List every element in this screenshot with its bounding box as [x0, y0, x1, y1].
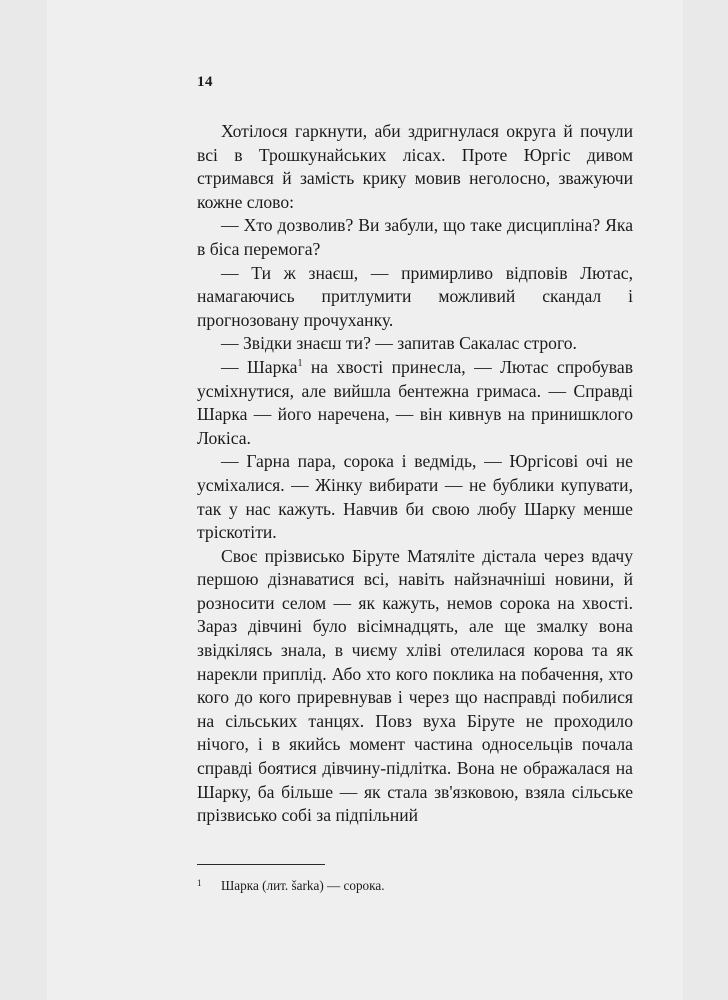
paragraph: — Ти ж знаєш, — примирливо відповів Лютас, намагаючись притлумити можливий скандал і прогнозовану прочуханку.: [197, 262, 633, 330]
book-page: [47, 0, 683, 1000]
footnote-text: Шарка (лит. šarka) — сорока.: [221, 878, 385, 893]
body-text: [197, 120, 633, 828]
paragraph: — Хто дозволив? Ви забули, що таке дисципліна? Яка в біса перемога?: [197, 215, 633, 259]
paragraph: — Звідки знаєш ти? — запитав Сакалас строго.: [221, 333, 577, 354]
footnote-mark: 1: [197, 878, 202, 888]
paragraph-text-after-ref: на хвості принесла, — Лютас спробував усміхнутися, але вийшла бентежна гримаса. — Справді Шарка — його наречена, — він кивнув на принишклого Локіса.: [197, 356, 633, 448]
paragraph: — Гарна пара, сорока і ведмідь, — Юргісові очі не усміхалися. — Жінку вибирати — не бублики купувати, так у нас кажуть. Навчив би свою любу Шарку менше тріскотіти.: [197, 451, 633, 543]
paragraph-text-before-ref: — Шарка: [221, 356, 298, 377]
footnote: [197, 874, 633, 895]
paragraph: Своє прізвисько Біруте Матяліте дістала через вдачу першою дізнаватися всі, навіть найзначніші новини, й розносити селом — як кажуть, немов сорока на хвості. Зараз дівчині було вісімнадцять, але ще змалку вона звідкілясь знала, в чиєму хліві отелилася корова та як нарекли приплід. Або хто кого поклика на побачення, хто кого до кого приревнував і через що насправді побилися на сільських танцях. Повз вуха Біруте не проходило нічого, і в якийсь момент частина односельців почала справді боятися дівчину-підлітка. Вона не ображалася на Шарку, ба більше — як стала зв'язковою, взяла сільське прізвисько собі за підпільний: [197, 545, 633, 826]
footnote-reference[interactable]: 1: [297, 357, 303, 369]
footnote-divider: [197, 864, 325, 865]
paragraph: Хотілося гаркнути, аби здригнулася округа й почули всі в Трошкунайських лісах. Проте Юргіс дивом стримався й замість крику мовив неголосно, зважуючи кожне слово:: [197, 121, 633, 212]
page-number: 14: [197, 74, 213, 90]
paragraph-with-footnote-ref: [197, 356, 633, 450]
